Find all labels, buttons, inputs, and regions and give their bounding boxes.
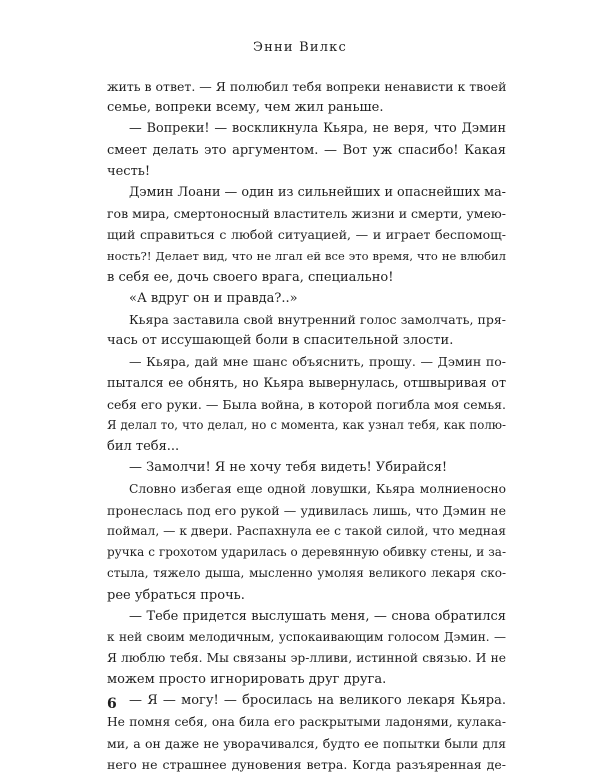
text-line: к ней своим мелодичным, успокаивающим голосом Дэмин. —: [107, 629, 506, 644]
text-line: ручка с грохотом ударилась о деревянную обивку стены, и за-: [107, 545, 506, 560]
text-line: бил тебя...: [107, 439, 180, 455]
text-line: чась от иссушающей боли в спасительной злости.: [107, 333, 454, 349]
text-line: в себя ее, дочь своего врага, специально!: [107, 269, 394, 285]
text-line: поймал, — к двери. Распахнула ее с такой силой, что медная: [107, 523, 506, 538]
text-line: жить в ответ. — Я полюбил тебя вопреки ненависти к твоей: [107, 79, 506, 94]
text-line: Дэмин Лоани — один из сильнейших и опаснейших ма-: [129, 184, 506, 200]
running-header-author: Энни Вилкс: [253, 40, 347, 55]
text-line: честь!: [107, 163, 151, 179]
text-line: рее убраться прочь.: [107, 587, 245, 603]
text-line: — Замолчи! Я не хочу тебя видеть! Убирайся!: [129, 460, 448, 476]
page-number: 6: [107, 696, 117, 712]
text-line: Словно избегая еще одной ловушки, Кьяра молниеносно: [129, 481, 506, 496]
text-line: смеет делать это аргументом. — Вот уж спасибо! Какая: [107, 142, 506, 158]
text-line: — Я — могу! — бросилась на великого лекаря Кьяра.: [129, 693, 506, 709]
text-line: ность?! Делает вид, что не лгал ей все это время, что не влюбил: [107, 248, 506, 263]
text-line: Кьяра заставила свой внутренний голос замолчать, пря-: [129, 312, 506, 328]
text-line: себя его руки. — Была война, в которой погибла моя семья.: [107, 396, 506, 412]
text-line: «А вдруг он и правда?..»: [129, 290, 298, 306]
text-line: ми, а он даже не уворачивался, будто ее попытки были для: [107, 735, 506, 751]
text-line: — Кьяра, дай мне шанс объяснить, прошу. — Дэмин по-: [129, 354, 506, 370]
text-line: Я делал то, что делал, но с момента, как узнал тебя, как полю-: [107, 418, 506, 432]
text-line: — Тебе придется выслушать меня, — снова обратился: [129, 608, 506, 624]
text-line: гов мира, смертоносный властитель жизни и смерти, умею-: [107, 206, 506, 222]
text-line: стыла, тяжело дыша, мысленно умоляя великого лекаря ско-: [107, 566, 506, 581]
text-line: щий справиться с любой ситуацией, — и играет беспомощ-: [107, 227, 506, 243]
text-line: — Вопреки! — воскликнула Кьяра, не веря, что Дэмин: [129, 121, 506, 137]
text-line: пронеслась под его рукой — удивилась лишь, что Дэмин не: [107, 502, 506, 518]
text-line: семье, вопреки всему, чем жил раньше.: [107, 100, 384, 116]
page-body-text: [107, 76, 506, 775]
text-line: Не помня себя, она била его раскрытыми ладонями, кулака-: [107, 714, 506, 729]
text-line: пытался ее обнять, но Кьяра вывернулась, отшвыривая от: [107, 375, 506, 391]
text-line: него не страшнее дуновения ветра. Когда разъяренная де-: [107, 757, 506, 772]
text-line: Я люблю тебя. Мы связаны эр-лливи, истинной связью. И не: [107, 651, 506, 666]
text-line: можем просто игнорировать друг друга.: [107, 672, 387, 688]
